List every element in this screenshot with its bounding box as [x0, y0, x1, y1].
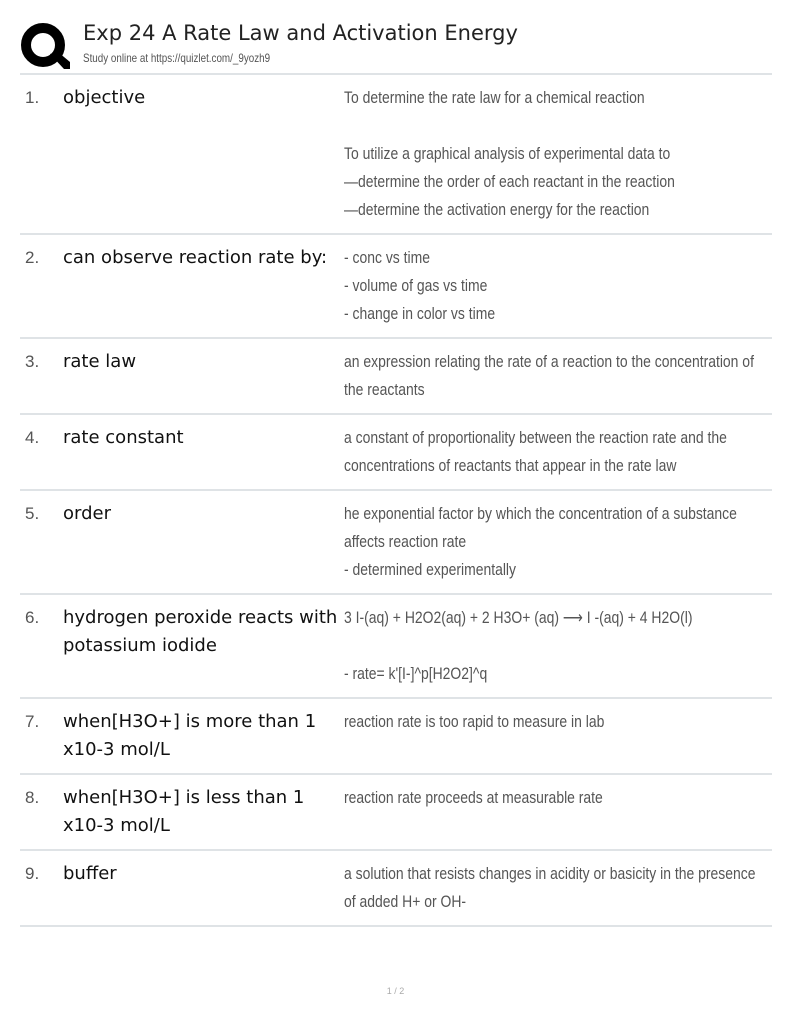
card-row	[20, 75, 772, 235]
card-number: 6.	[25, 608, 40, 627]
card-definition: he exponential factor by which the concentration of a substance affects reaction rate - determined experimentally	[344, 504, 737, 579]
card-definition: To determine the rate law for a chemical reaction To utilize a graphical analysis of experimental data to —determine the order of each reactant in the reaction —determine the activation energy for the reaction	[344, 88, 675, 219]
page-number: 1 / 2	[386, 986, 405, 996]
card-definition-wrap	[344, 244, 772, 328]
card-definition: 3 I-(aq) + H2O2(aq) + 2 H3O+ (aq) ⟶ I -(aq) + 4 H2O(l) - rate= k'[I-]^p[H2O2]^q	[344, 608, 693, 683]
card-definition-wrap	[344, 860, 772, 916]
card-number: 2.	[25, 248, 40, 267]
card-definition-wrap	[344, 708, 772, 764]
card-number: 5.	[25, 504, 40, 523]
card-definition-wrap	[344, 348, 772, 404]
card-row	[20, 235, 772, 339]
card-term: hydrogen peroxide reacts with potassium iodide	[63, 607, 338, 656]
card-term: can observe reaction rate by:	[63, 247, 328, 268]
card-number: 4.	[25, 428, 40, 447]
page-header	[20, 18, 772, 75]
card-term: when[H3O+] is more than 1 x10-3 mol/L	[63, 711, 317, 760]
card-term: when[H3O+] is less than 1 x10-3 mol/L	[63, 787, 305, 836]
quizlet-logo-icon	[20, 22, 70, 72]
card-term: rate constant	[63, 427, 184, 448]
card-term: buffer	[63, 863, 117, 884]
card-row	[20, 491, 772, 595]
card-number: 1.	[25, 88, 40, 107]
card-row	[20, 339, 772, 415]
card-definition: a solution that resists changes in acidity or basicity in the presence of added H+ or OH-	[344, 864, 756, 911]
card-definition: a constant of proportionality between the reaction rate and the concentrations of reactants that appear in the rate law	[344, 428, 727, 475]
card-definition-wrap	[344, 84, 772, 224]
card-term: objective	[63, 87, 146, 108]
card-number: 3.	[25, 352, 40, 371]
card-definition-wrap	[344, 604, 772, 688]
card-definition-wrap	[344, 424, 772, 480]
card-row	[20, 595, 772, 699]
card-definition-wrap	[344, 500, 772, 584]
card-row	[20, 699, 772, 775]
card-number: 9.	[25, 864, 40, 883]
card-number: 7.	[25, 712, 40, 731]
study-online-link[interactable]: Study online at https://quizlet.com/_9yozh9	[83, 51, 271, 65]
card-row	[20, 415, 772, 491]
card-number: 8.	[25, 788, 40, 807]
set-title: Exp 24 A Rate Law and Activation Energy	[83, 21, 518, 45]
card-definition: reaction rate proceeds at measurable rate	[344, 788, 603, 807]
card-row	[20, 851, 772, 927]
card-definition: reaction rate is too rapid to measure in lab	[344, 712, 605, 731]
card-term: order	[63, 503, 111, 524]
card-row	[20, 775, 772, 851]
card-definition: an expression relating the rate of a reaction to the concentration of the reactants	[344, 352, 754, 399]
card-definition-wrap	[344, 784, 772, 840]
card-list	[20, 75, 772, 927]
card-definition: - conc vs time - volume of gas vs time - change in color vs time	[344, 248, 496, 323]
card-term: rate law	[63, 351, 137, 372]
